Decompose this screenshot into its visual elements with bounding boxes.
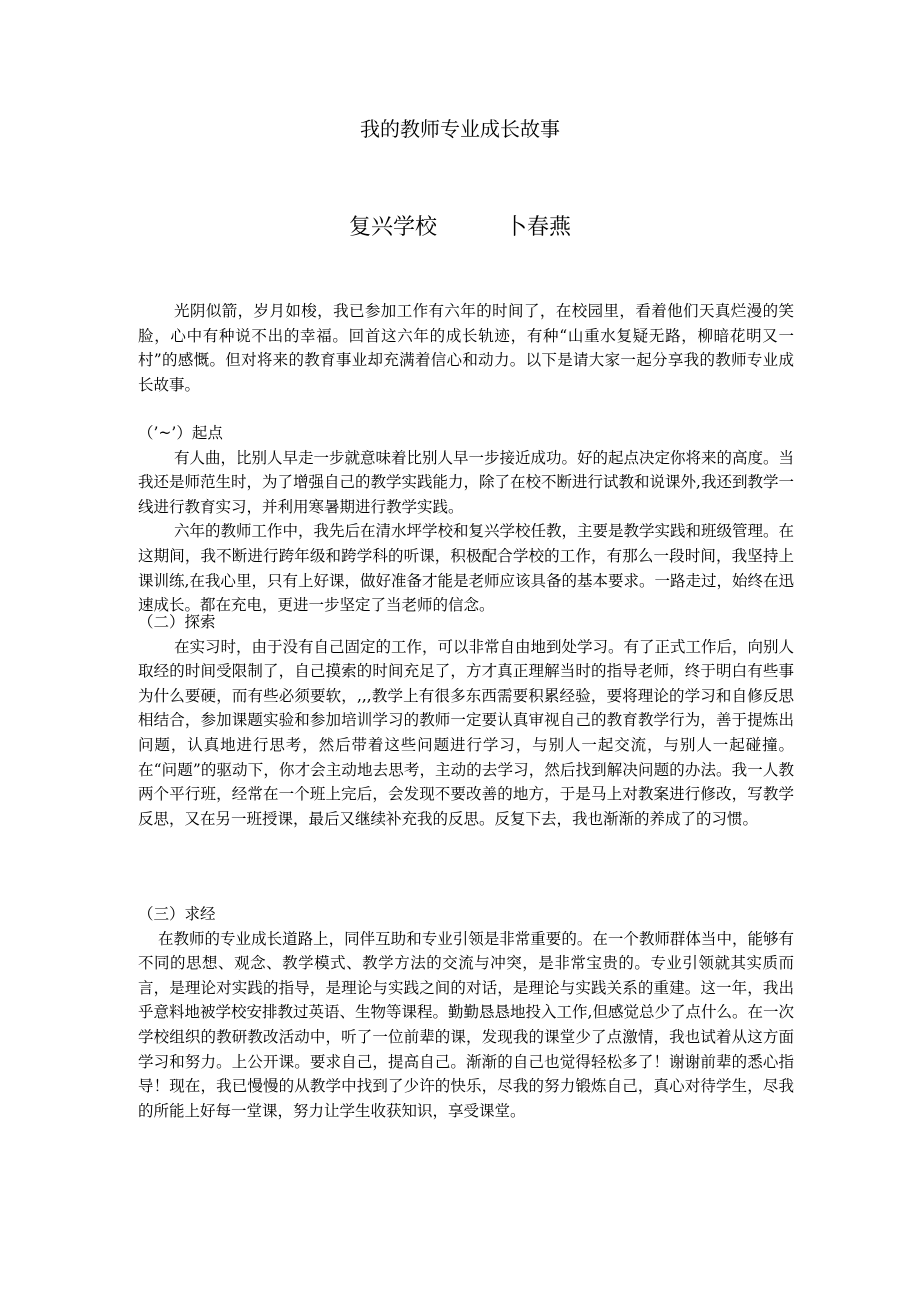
section-heading: （’~’）起点 <box>138 424 223 442</box>
section-seeking <box>138 902 794 1123</box>
section-paragraph: 有人曲，比别人早走一步就意味着比别人早一步接近成功。好的起点决定你将来的高度。当我还是师范生时，为了增强自己的教学实践能力，除了在校不断进行试教和说课外,我还到教学一线进行教育实习，并利用寒暑期进行教学实践。 <box>138 448 795 516</box>
intro-paragraph: 光阴似箭，岁月如梭，我已参加工作有六年的时间了，在校园里，看着他们天真烂漫的笑脸，心中有种说不出的幸福。回首这六年的成长轨迹，有种“山重水复疑无路，柳暗花明又一村”的感慨。但对将来的教育事业却充满着信心和动力。以下是请大家一起分享我的教师专业成长故事。 <box>138 302 794 394</box>
section-paragraph: 在教师的专业成长道路上，同伴互助和专业引领是非常重要的。在一个教师群体当中，能够有不同的思想、观念、教学模式、教学方法的交流与冲突，是非常宝贵的。专业引领就其实质而言，是理论对实践的指导，是理论与实践之间的对话，是理论与实践关系的重建。这一年，我出乎意料地被学校安排教过英语、生物等课程。勤勤恳恳地投入工作,但感觉总少了点什么。在一次学校组织的教研教改活动中，听了一位前辈的课，发现我的课堂少了点激情，我也试着从这方面学习和努力。上公开课。要求自己，提高自己。渐渐的自己也觉得轻松多了！谢谢前辈的悉心指导！现在，我已慢慢的从教学中找到了少许的快乐，尽我的努力锻炼自己，真心对待学生，尽我的所能上好每一堂课，努力让学生收获知识，享受课堂。 <box>138 929 794 1120</box>
school-name: 复兴学校 <box>348 215 437 240</box>
section-paragraph: 六年的教师工作中，我先后在清水坪学校和复兴学校任教，主要是教学实践和班级管理。在这期间，我不断进行跨年级和跨学科的听课，积极配合学校的工作，有那么一段时间，我坚持上课训练,在我心里，只有上好课，做好准备才能是老师应该具备的基本要求。一路走过，始终在迅速成长。都在充电，更进一步坚定了当老师的信念。 <box>138 522 795 615</box>
section-starting-point <box>138 421 794 618</box>
page-title: 我的教师专业成长故事 <box>360 117 560 141</box>
author-name: 卜春燕 <box>505 215 572 240</box>
section-heading: （三）求经 <box>138 905 216 923</box>
section-paragraph: 在实习时，由于没有自己固定的工作，可以非常自由地到处学习。有了正式工作后，向别人取经的时间受限制了，自己摸索的时间充足了，方才真正理解当时的指导老师，终于明白有些事为什么要硬，而有些必须要软，,,,教学上有很多东西需要积累经验，要将理论的学习和自修反思相结合，参加课题实验和参加培训学习的教师一定要认真审视自己的教育教学行为，善于提炼出问题，认真地进行思考，然后带着这些问题进行学习，与别人一起交流，与别人一起碰撞。在“问题”的驱动下，你才会主动地去思考，主动的去学习，然后找到解决问题的办法。我一人教两个平行班，经常在一个班上完后，会发现不要改善的地方，于是马上对教案进行修改，写教学反思，又在另一班授课，最后又继续补充我的反思。反复下去，我也渐渐的养成了的习惯。 <box>138 637 795 828</box>
section-exploration <box>138 610 794 831</box>
section-heading: （二）探索 <box>138 613 216 631</box>
byline <box>0 212 920 244</box>
